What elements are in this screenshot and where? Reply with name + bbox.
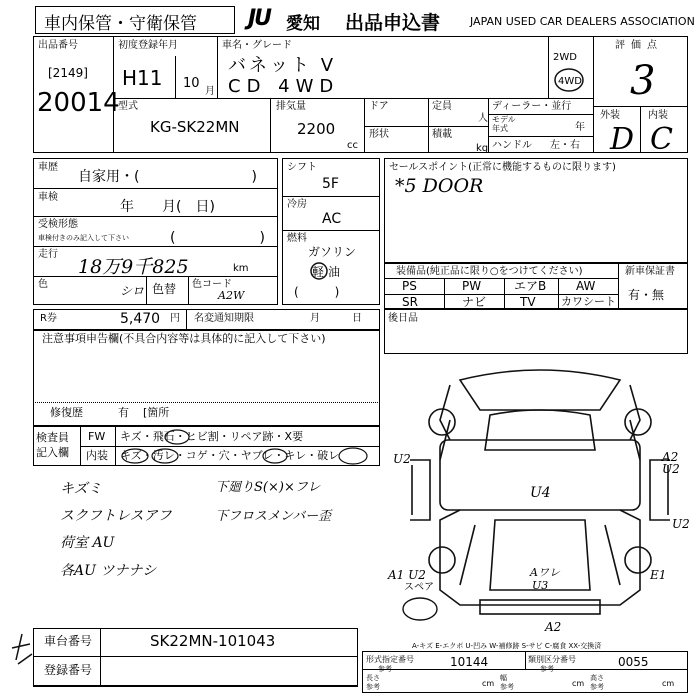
type-value: 10144 [450,655,489,669]
inspector-signature [8,630,36,670]
receive-paren: ( ) [170,230,265,246]
inspector-label: 検査員 記入欄 [36,431,69,459]
score-label: 評価点 [615,40,663,51]
notes-label: 注意事項申告欄(不具合内容等は具体的に記入して下さい) [42,332,326,345]
sales-point-text: *5 DOOR [395,175,484,197]
exterior-value: D [610,122,635,157]
class-label: 類別区分番号 [528,655,576,664]
drive-4wd-circle [553,66,585,94]
equip-item-airbag: エアB [514,279,547,293]
diagram-mark-rear-center2: U3 [532,579,549,592]
fuel-label: 燃料 [287,233,307,244]
fuel-value: ガソリン [308,245,357,259]
handle-options: 左・右 [550,140,580,151]
width-label: 幅 [500,674,507,682]
dealer-label: ディーラー・並行 [492,101,572,112]
equip-item-sr: SR [402,295,418,309]
shape-label: 形状 [369,129,389,140]
fuel-circle [310,261,328,281]
interior-label: 内装 [648,110,668,121]
drive-2wd: 2WD [553,52,577,63]
load-unit: kg [476,143,489,154]
ju-logo-icon: JU [248,6,271,31]
after-date-frame [384,309,688,354]
hand-note-6: 下フロスメンバー歪 [215,509,332,524]
equip-item-ps: PS [402,279,417,293]
after-date-label: 後日品 [388,313,418,324]
equip-item-aw: AW [576,279,596,293]
equip-item-navi: ナビ [462,295,487,309]
damage-legend: A-キズ E-エクボ U-凹み W-補修跡 S-サビ C-腐食 XX-交換済 [412,642,602,650]
length-ref: 参考 [366,683,380,691]
name-change-month: 月 [310,313,320,324]
type-label: 形式指定番号 [366,655,414,664]
spare-label: スペア [404,582,434,593]
diagram-mark-right-low: U2 [672,517,690,531]
height-unit: cm [662,679,675,688]
name-change-label: 名変通知期限 [194,313,254,324]
vehicle-name: バネット V [228,55,337,76]
equipment-label: 装備品(純正品に限り○をつけてください) [396,266,583,277]
class-value: 0055 [618,655,649,669]
model-label: 型式 [118,101,138,112]
chassis-label: 車台番号 [44,634,93,648]
hand-note-4: 各AU ツナナシ [60,563,157,579]
type-ref1: 参考 [378,665,392,673]
load-label: 積載 [432,129,452,140]
color-value: シロ [120,284,145,298]
repair-location: [箇所 [143,406,170,419]
mileage-value: 18万9千825 [78,256,189,278]
lot-label: 出品番号 [38,40,78,51]
diagram-mark-center: U4 [530,485,551,501]
chassis-value: SK22MN-101043 [150,632,276,650]
recycle-amount: 5,470 [120,311,161,327]
score-value: 3 [630,58,656,104]
hand-note-3: 荷室 AU [60,535,115,551]
lot-small-number: [2149] [48,66,88,80]
mileage-unit: km [233,263,249,274]
lot-number: 20014 [37,88,120,118]
mileage-label: 走行 [38,249,58,260]
receive-label: 受検形態 [38,219,78,230]
ac-value: AC [322,211,342,227]
spare-tire-icon [400,596,440,622]
repair-label: 修復歴 [50,406,83,419]
inspection-value: 年 月( 日) [120,199,215,215]
guarantee-label: 新車保証書 [625,266,675,277]
length-unit: cm [482,679,495,688]
color-change-label: 色替 [152,282,177,296]
fuel-alt: 軽油 [312,265,345,279]
plate-label: 登録番号 [44,663,93,677]
shift-value: 5F [322,176,339,192]
registration-month-unit: 月 [205,86,215,97]
inspector-interior-items: キズ・汚レ・コゲ・穴・ヤブレ・キレ・破レ [120,449,340,462]
repair-value: 有 [118,406,129,419]
color-code-value: A2W [218,289,245,302]
guarantee-options: 有・無 [628,288,665,302]
class-ref: 参考 [540,665,554,673]
ac-label: 冷房 [287,199,307,210]
capacity-unit: 人 [478,113,488,124]
handle-label: ハンドル [492,140,532,151]
capacity-label: 定員 [432,101,452,112]
recycle-label: R券 [40,313,57,324]
displacement-value: 2200 [297,120,336,138]
displacement-label: 排気量 [276,101,306,112]
fuel-paren: ( ) [294,285,340,299]
diagram-mark-right-mid: U2 [662,462,680,476]
hand-note-1: キズミ [60,481,102,497]
shift-label: シフト [287,162,317,173]
diagram-mark-rear-left: A1 U2 [388,568,426,582]
inspector-fw-label: FW [88,430,106,443]
sales-point-label: セールスポイント(正常に機能するものに限ります) [389,162,616,173]
equip-item-tv: TV [520,295,536,309]
length-label: 長さ [366,674,380,682]
inspector-fw-items: キズ・飛石・ヒビ割・リペア跡・X要 [120,430,304,443]
vehicle-name-label: 車名・グレード [222,40,292,51]
history-value: 自家用・( ) [78,169,257,185]
form-title: 出品申込書 [345,12,441,34]
vehicle-grade: CD 4WD [228,76,340,97]
org-name: 愛知 [286,14,320,34]
diagram-mark-left: U2 [393,452,411,466]
interior-value: C [650,122,673,157]
color-code-label: 色コード [192,279,232,290]
equip-item-leather: カワシート [561,295,616,308]
inspection-label: 車検 [38,192,58,203]
exterior-label: 外装 [600,110,620,121]
drive-4wd: 4WD [558,76,582,87]
registration-era-year: H11 [122,66,163,90]
year-unit: 年 [575,122,585,133]
diagram-mark-rear-right: E1 [650,568,667,582]
hand-note-5: 下廻りS(×)×フレ [215,480,321,495]
equip-item-pw: PW [462,279,482,293]
recycle-unit: 円 [170,313,180,324]
keep-label: 車内保管・守衛保管 [44,14,197,34]
registration-label: 初度登録年月 [118,40,178,51]
inspector-marks [115,426,380,466]
displacement-unit: cc [347,140,358,151]
inspector-interior-label: 内装 [86,449,108,462]
diagram-mark-rear-center1: Aワレ [530,566,560,579]
receive-note: 車検付きのみ記入して下さい [38,234,129,242]
diagram-mark-right-top: A2 [662,450,679,464]
height-ref: 参考 [590,683,604,691]
history-label: 車歴 [38,162,58,173]
doors-label: ドア [369,101,389,112]
association-name: JAPAN USED CAR DEALERS ASSOCIATION [470,15,695,28]
diagram-mark-bottom: A2 [545,620,562,634]
model-year-label: モデル 年式 [492,115,516,133]
width-ref: 参考 [500,683,514,691]
model-value: KG-SK22MN [150,118,240,136]
name-change-day: 日 [352,313,362,324]
width-unit: cm [572,679,585,688]
hand-note-2: スクフトレスアフ [60,508,172,524]
height-label: 高さ [590,674,604,682]
color-label: 色 [38,279,48,290]
registration-month: 10 [183,76,200,91]
